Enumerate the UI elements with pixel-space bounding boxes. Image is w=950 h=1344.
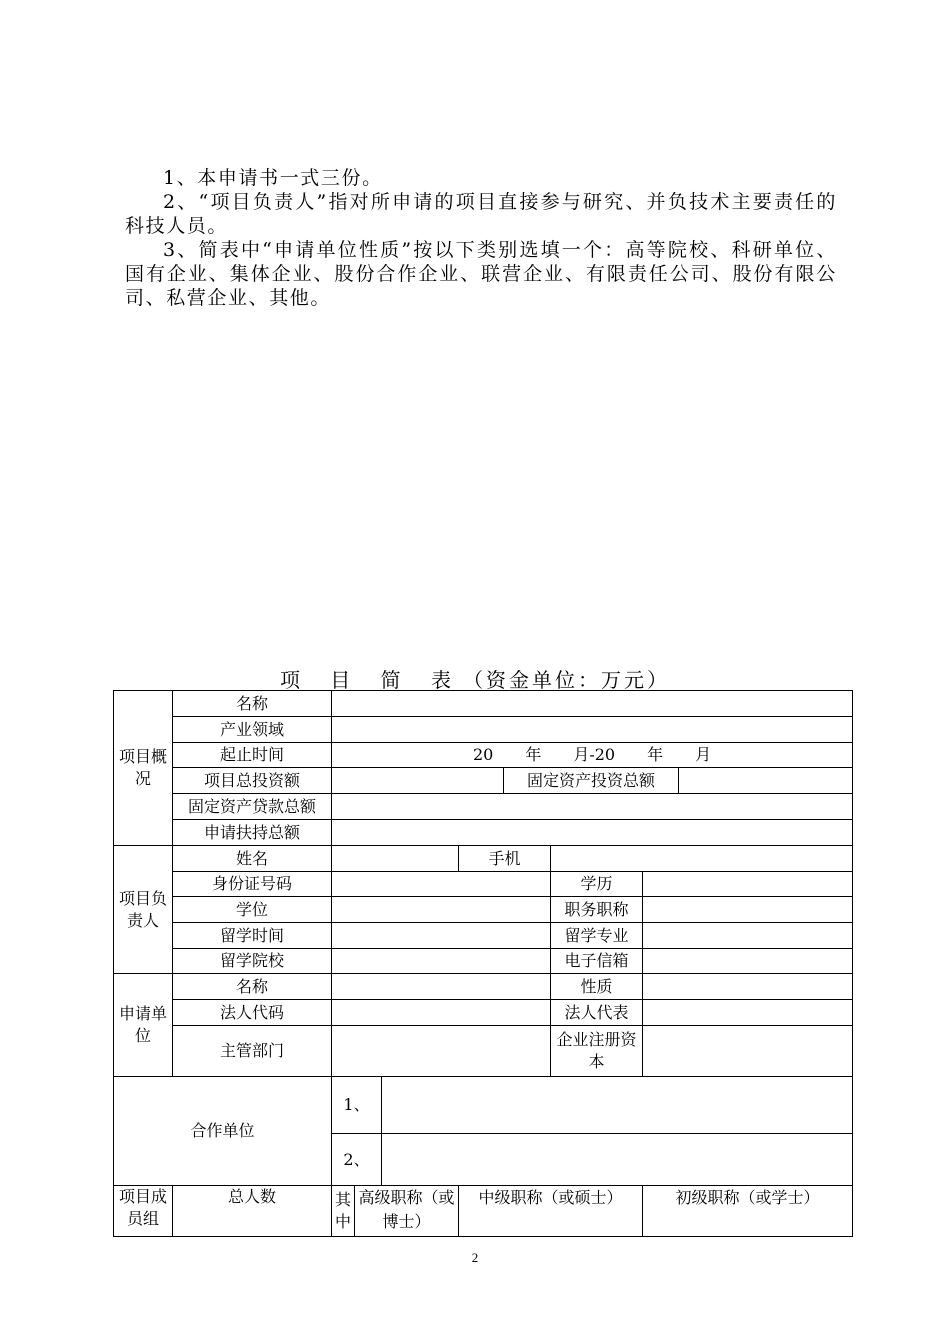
overview-name-field[interactable] [332, 691, 853, 717]
industry-label: 产业领域 [173, 717, 332, 743]
school-label: 留学院校 [173, 949, 332, 974]
nature-field[interactable] [643, 974, 853, 1000]
note-1: 1、本申请书一式三份。 [163, 167, 383, 189]
leader-name-label: 姓名 [173, 846, 332, 872]
fixed-loan-field[interactable] [332, 794, 853, 820]
capital-field[interactable] [643, 1026, 853, 1077]
partner-label: 合作单位 [114, 1077, 332, 1186]
partner-item-1-label: 1、 [332, 1077, 382, 1134]
members-senior-label: 高级职称（或博士） [358, 1188, 455, 1231]
leader-name-field[interactable] [332, 846, 459, 872]
overview-group-label: 项目概况 [114, 691, 173, 846]
school-field[interactable] [332, 949, 551, 974]
education-label: 学历 [551, 872, 643, 897]
rep-field[interactable] [643, 1000, 853, 1026]
study-time-field[interactable] [332, 923, 551, 949]
applicant-name-field[interactable] [332, 974, 551, 1000]
study-time-label: 留学时间 [173, 923, 332, 949]
phone-field[interactable] [551, 846, 853, 872]
note-2: 2、“项目负责人”指对所申请的项目直接参与研究、并负技术主要责任的科技人员。 [125, 191, 837, 237]
title-field[interactable] [643, 897, 853, 923]
dept-field[interactable] [332, 1026, 551, 1077]
table-title-unit: （资金单位：万元） [463, 668, 671, 692]
support-label: 申请扶持总额 [173, 820, 332, 846]
title-label: 职务职称 [551, 897, 643, 923]
email-field[interactable] [643, 949, 853, 974]
table-title-main: 项 目 简 表 [279, 668, 464, 692]
capital-label: 企业注册资本 [551, 1026, 643, 1077]
partner-item-2-label: 2、 [332, 1134, 382, 1186]
id-label: 身份证号码 [173, 872, 332, 897]
degree-label: 学位 [173, 897, 332, 923]
leader-group-label: 项目负责人 [114, 846, 173, 974]
education-field[interactable] [643, 872, 853, 897]
note-3: 3、简表中“申请单位性质”按以下类别选填一个：高等院校、科研单位、国有企业、集体企业、股份合作企业、联营企业、有限责任公司、股份有限公司、私营企业、其他。 [125, 239, 837, 309]
members-middle-label: 中级职称（或硕士） [459, 1186, 643, 1237]
phone-label: 手机 [459, 846, 551, 872]
rep-label: 法人代表 [551, 1000, 643, 1026]
partner-item-1-field[interactable] [382, 1077, 853, 1134]
degree-field[interactable] [332, 897, 551, 923]
instructions [125, 166, 837, 310]
support-field[interactable] [332, 820, 853, 846]
id-field[interactable] [332, 872, 551, 897]
email-label: 电子信箱 [551, 949, 643, 974]
industry-field[interactable] [332, 717, 853, 743]
period-label: 起止时间 [173, 743, 332, 768]
overview-name-label: 名称 [173, 691, 332, 717]
period-field[interactable]: 20 年 月-20 年 月 [332, 743, 853, 768]
fixed-loan-label: 固定资产贷款总额 [173, 794, 332, 820]
page-number: 2 [471, 1250, 479, 1265]
applicant-group-label: 申请单位 [114, 974, 173, 1077]
partner-item-2-field[interactable] [382, 1134, 853, 1186]
study-major-field[interactable] [643, 923, 853, 949]
code-label: 法人代码 [173, 1000, 332, 1026]
project-summary-table [113, 690, 853, 1237]
table-title [0, 664, 950, 693]
members-total-label: 总人数 [173, 1186, 332, 1237]
members-junior-label: 初级职称（或学士） [643, 1186, 853, 1237]
nature-label: 性质 [551, 974, 643, 1000]
dept-label: 主管部门 [173, 1026, 332, 1077]
members-group-label: 项目成员组 [114, 1186, 173, 1237]
fixed-investment-field[interactable] [679, 768, 853, 794]
study-major-label: 留学专业 [551, 923, 643, 949]
fixed-investment-label: 固定资产投资总额 [504, 768, 679, 794]
total-investment-label: 项目总投资额 [173, 768, 332, 794]
members-among-label: 其中 [332, 1186, 355, 1236]
total-investment-field[interactable] [332, 768, 504, 794]
applicant-name-label: 名称 [173, 974, 332, 1000]
code-field[interactable] [332, 1000, 551, 1026]
